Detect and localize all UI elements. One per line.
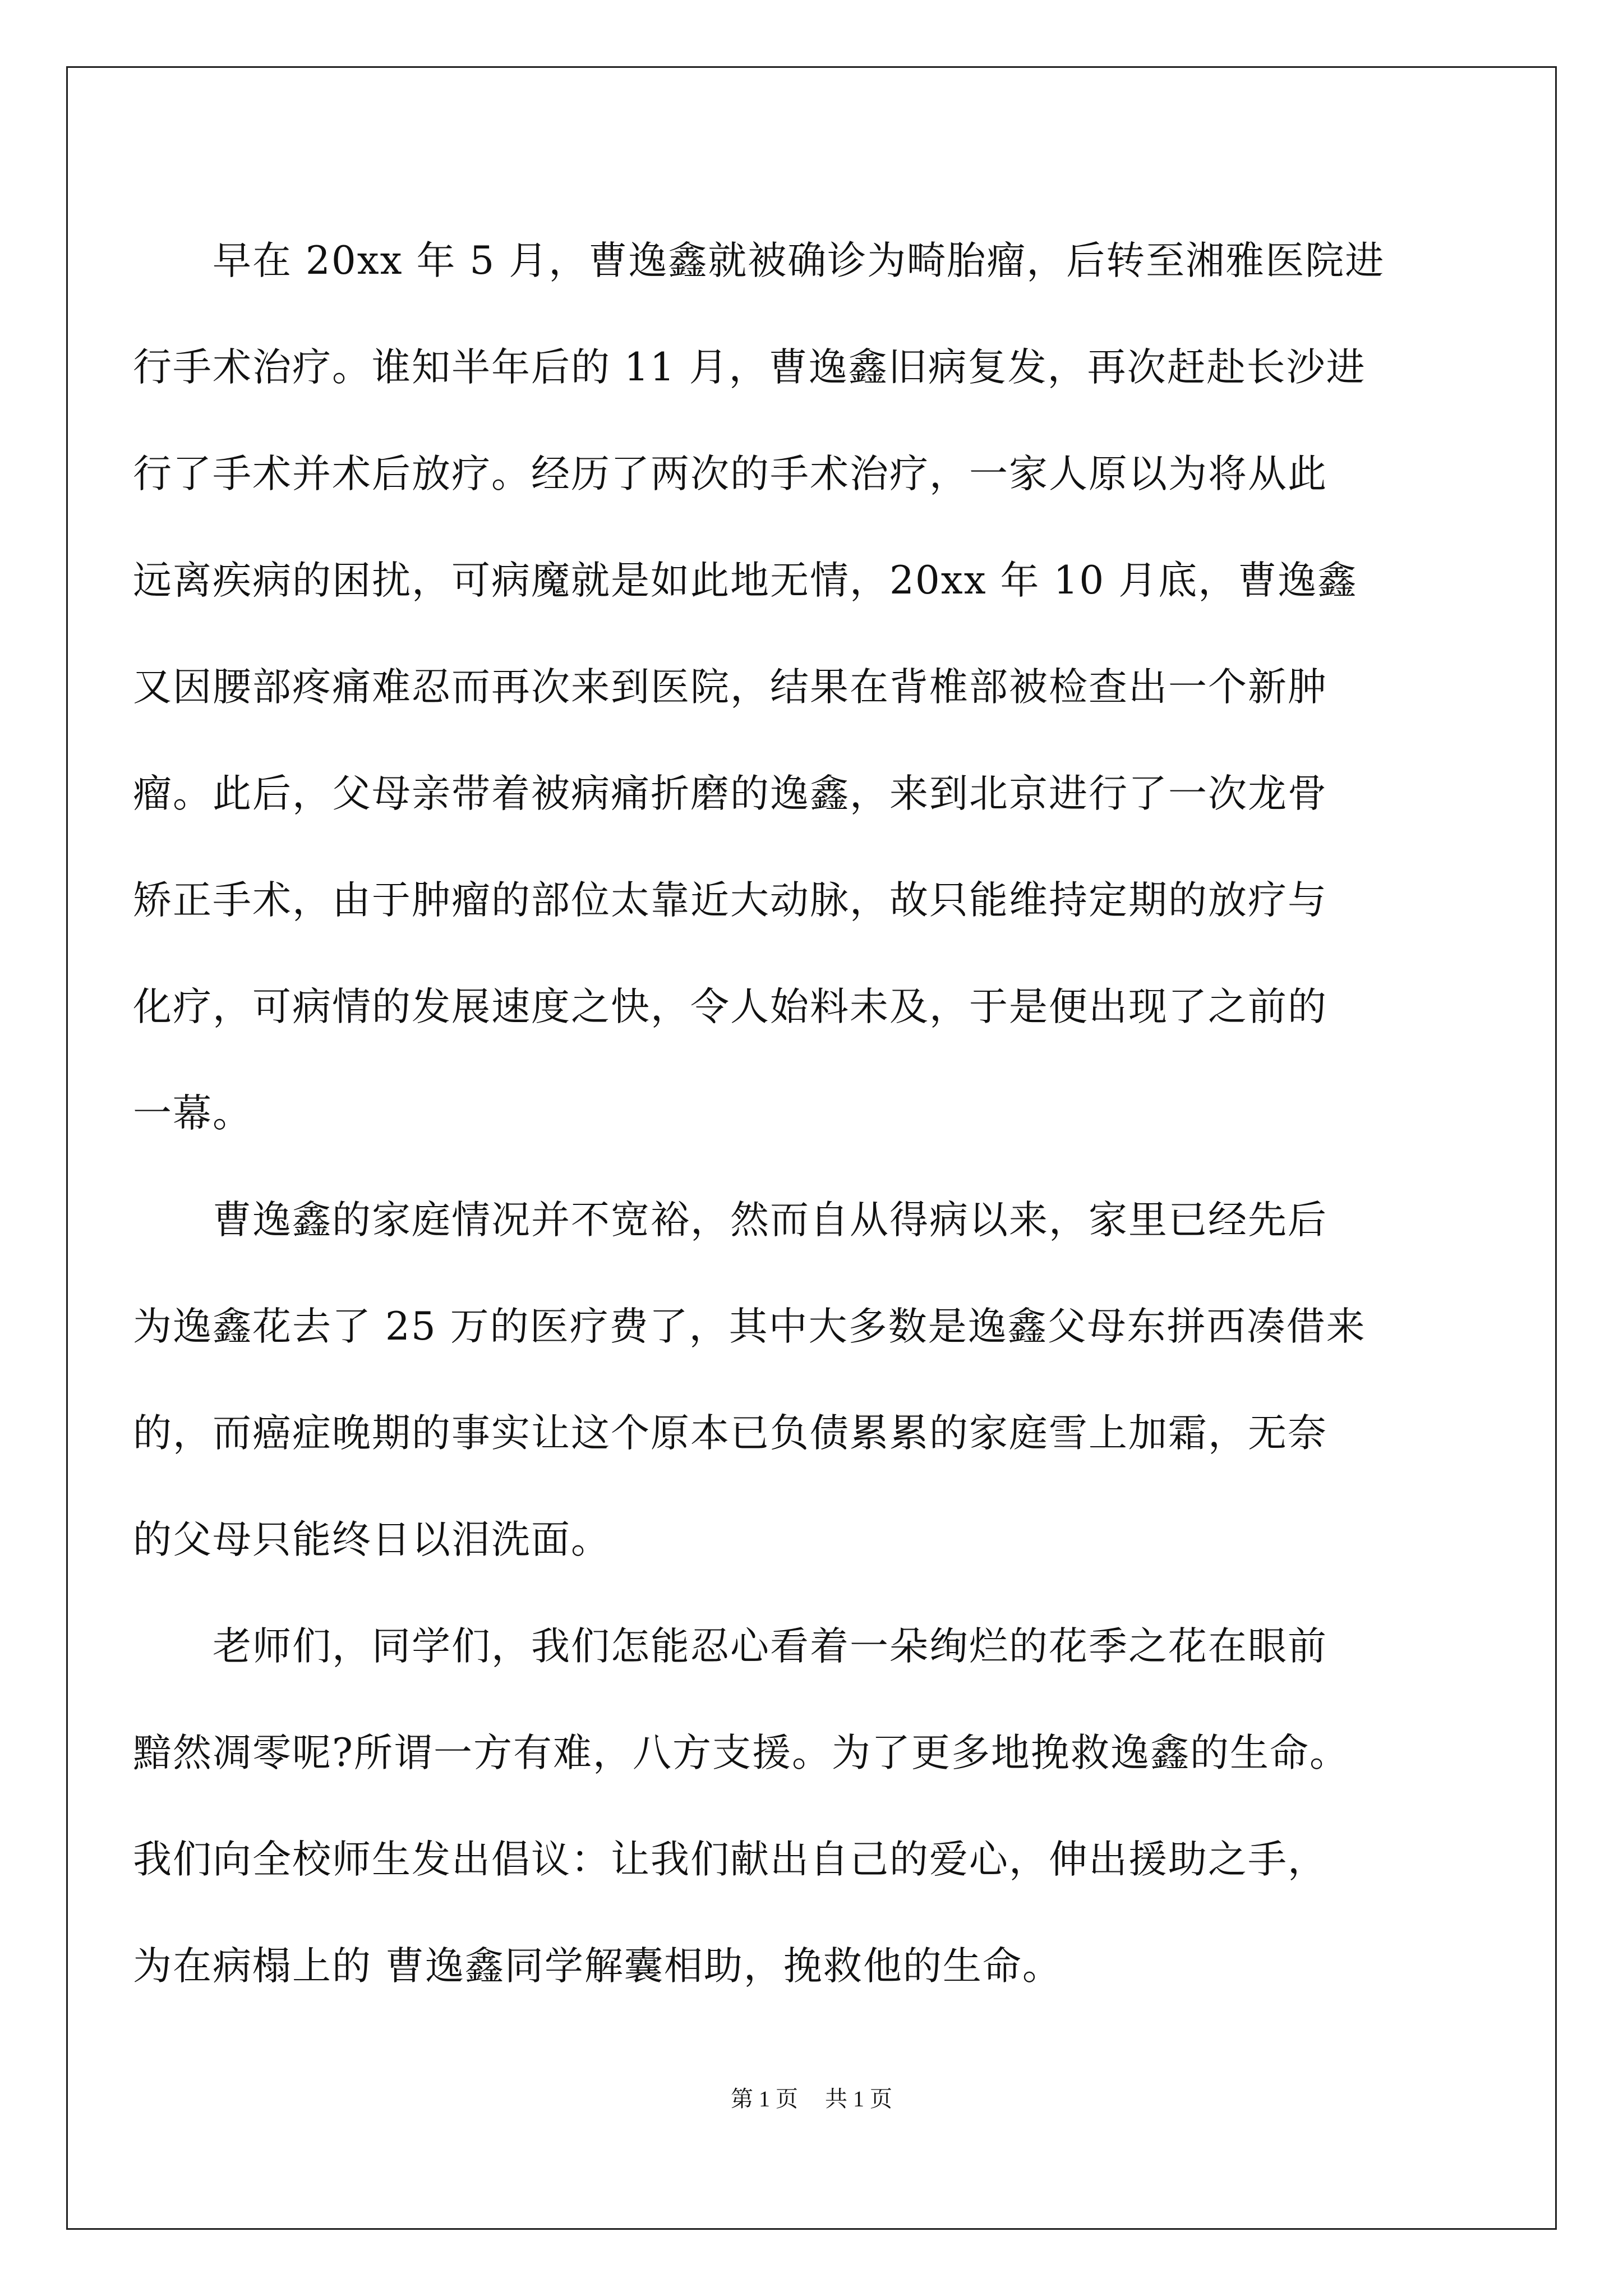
text-line: 的父母只能终日以泪洗面。 <box>133 1517 611 1562</box>
text-line: 行了手术并术后放疗。经历了两次的手术治疗，一家人原以为将从此 <box>133 452 1327 496</box>
text-line: 矫正手术，由于肿瘤的部位太靠近大动脉，故只能维持定期的放疗与 <box>133 878 1327 923</box>
text-line: 我们向全校师生发出倡议：让我们献出自己的爱心，伸出援助之手， <box>133 1837 1327 1882</box>
text-line: 远离疾病的困扰，可病魔就是如此地无情，20xx 年 10 月底，曹逸鑫 <box>133 558 1358 603</box>
text-line: 化疗，可病情的发展速度之快，令人始料未及，于是便出现了之前的 <box>133 984 1327 1029</box>
text-line: 为在病榻上的 曹逸鑫同学解囊相助，挽救他的生命。 <box>133 1944 1062 1989</box>
text-line: 黯然凋零呢?所谓一方有难，八方支援。为了更多地挽救逸鑫的生命。 <box>133 1731 1349 1775</box>
text-line: 老师们，同学们，我们怎能忍心看着一朵绚烂的花季之花在眼前 <box>133 1624 1327 1669</box>
document-body <box>133 208 1434 2019</box>
text-line: 为逸鑫花去了 25 万的医疗费了，其中大多数是逸鑫父母东拼西凑借来 <box>133 1304 1366 1349</box>
text-line: 早在 20xx 年 5 月，曹逸鑫就被确诊为畸胎瘤，后转至湘雅医院进 <box>133 238 1385 283</box>
text-line: 一幕。 <box>133 1091 252 1136</box>
text-line: 又因腰部疼痛难忍而再次来到医院，结果在背椎部被检查出一个新肿 <box>133 665 1327 710</box>
page-number: 第 1 页 <box>731 2086 798 2111</box>
text-line: 瘤。此后，父母亲带着被病痛折磨的逸鑫，来到北京进行了一次龙骨 <box>133 771 1327 816</box>
text-line: 行手术治疗。谁知半年后的 11 月，曹逸鑫旧病复发，再次赶赴长沙进 <box>133 345 1366 390</box>
text-line: 的，而癌症晚期的事实让这个原本已负债累累的家庭雪上加霜，无奈 <box>133 1411 1327 1456</box>
page-total: 共 1 页 <box>825 2086 892 2111</box>
page-footer <box>0 2085 1623 2113</box>
text-line: 曹逸鑫的家庭情况并不宽裕，然而自从得病以来，家里已经先后 <box>133 1198 1327 1243</box>
